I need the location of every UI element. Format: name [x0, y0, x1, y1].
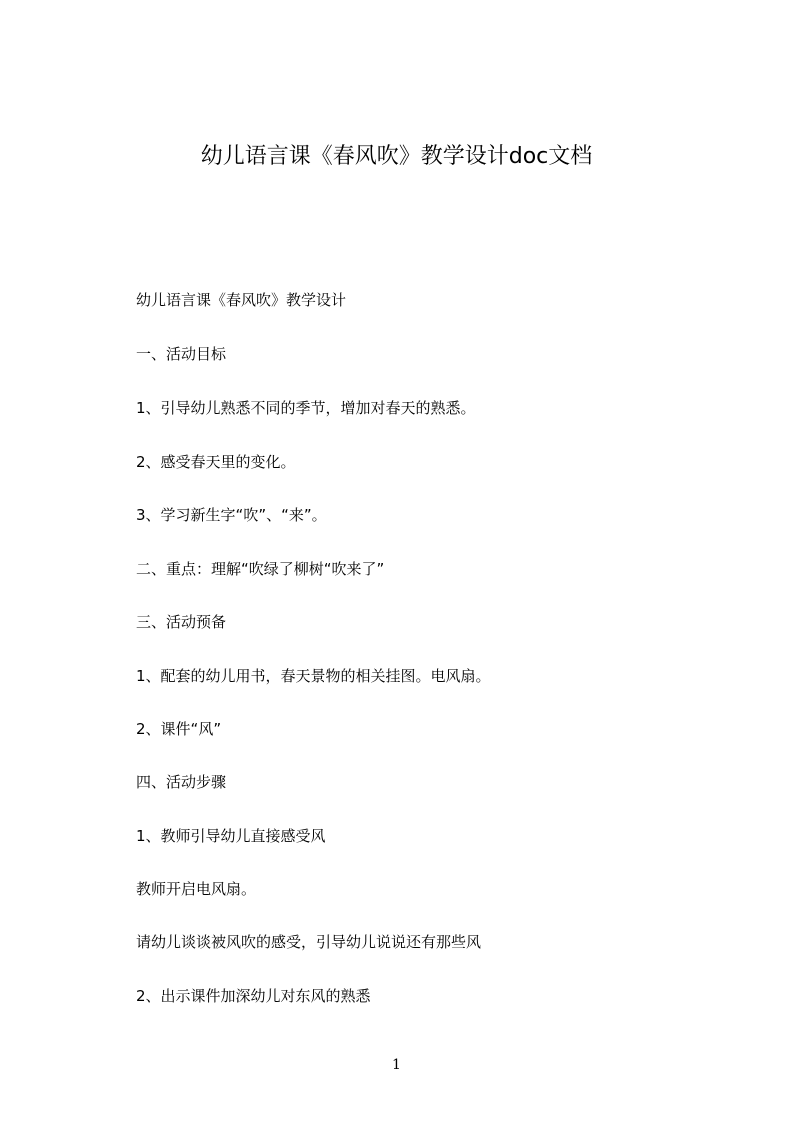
list-item-objective-3: 3、学习新生字“吹”、“来”。: [136, 506, 327, 524]
list-item-preparation-2: 2、课件“风”: [136, 720, 222, 738]
document-title: 幼儿语言课《春风吹》教学设计doc文档: [200, 144, 593, 169]
section-heading-objectives: 一、活动目标: [136, 345, 227, 363]
list-item-step-2: 2、出示课件加深幼儿对东风的熟悉: [136, 987, 371, 1005]
body-paragraph: 请幼儿谈谈被风吹的感受，引导幼儿说说还有那些风: [136, 933, 482, 951]
section-heading-preparation: 三、活动预备: [136, 613, 227, 631]
list-item-preparation-1: 1、配套的幼儿用书，春天景物的相关挂图。电风扇。: [136, 667, 491, 685]
list-item-step-1: 1、教师引导幼儿直接感受风: [136, 827, 326, 845]
list-item-objective-2: 2、感受春天里的变化。: [136, 453, 296, 471]
section-heading-key-point: 二、重点：理解“吹绿了柳树“吹来了”: [136, 560, 385, 578]
section-heading-steps: 四、活动步骤: [136, 773, 227, 791]
list-item-objective-1: 1、引导幼儿熟悉不同的季节，增加对春天的熟悉。: [136, 399, 476, 417]
subtitle-paragraph: 幼儿语言课《春风吹》教学设计: [136, 291, 347, 309]
page-number: 1: [392, 1057, 401, 1073]
body-paragraph: 教师开启电风扇。: [136, 880, 257, 898]
